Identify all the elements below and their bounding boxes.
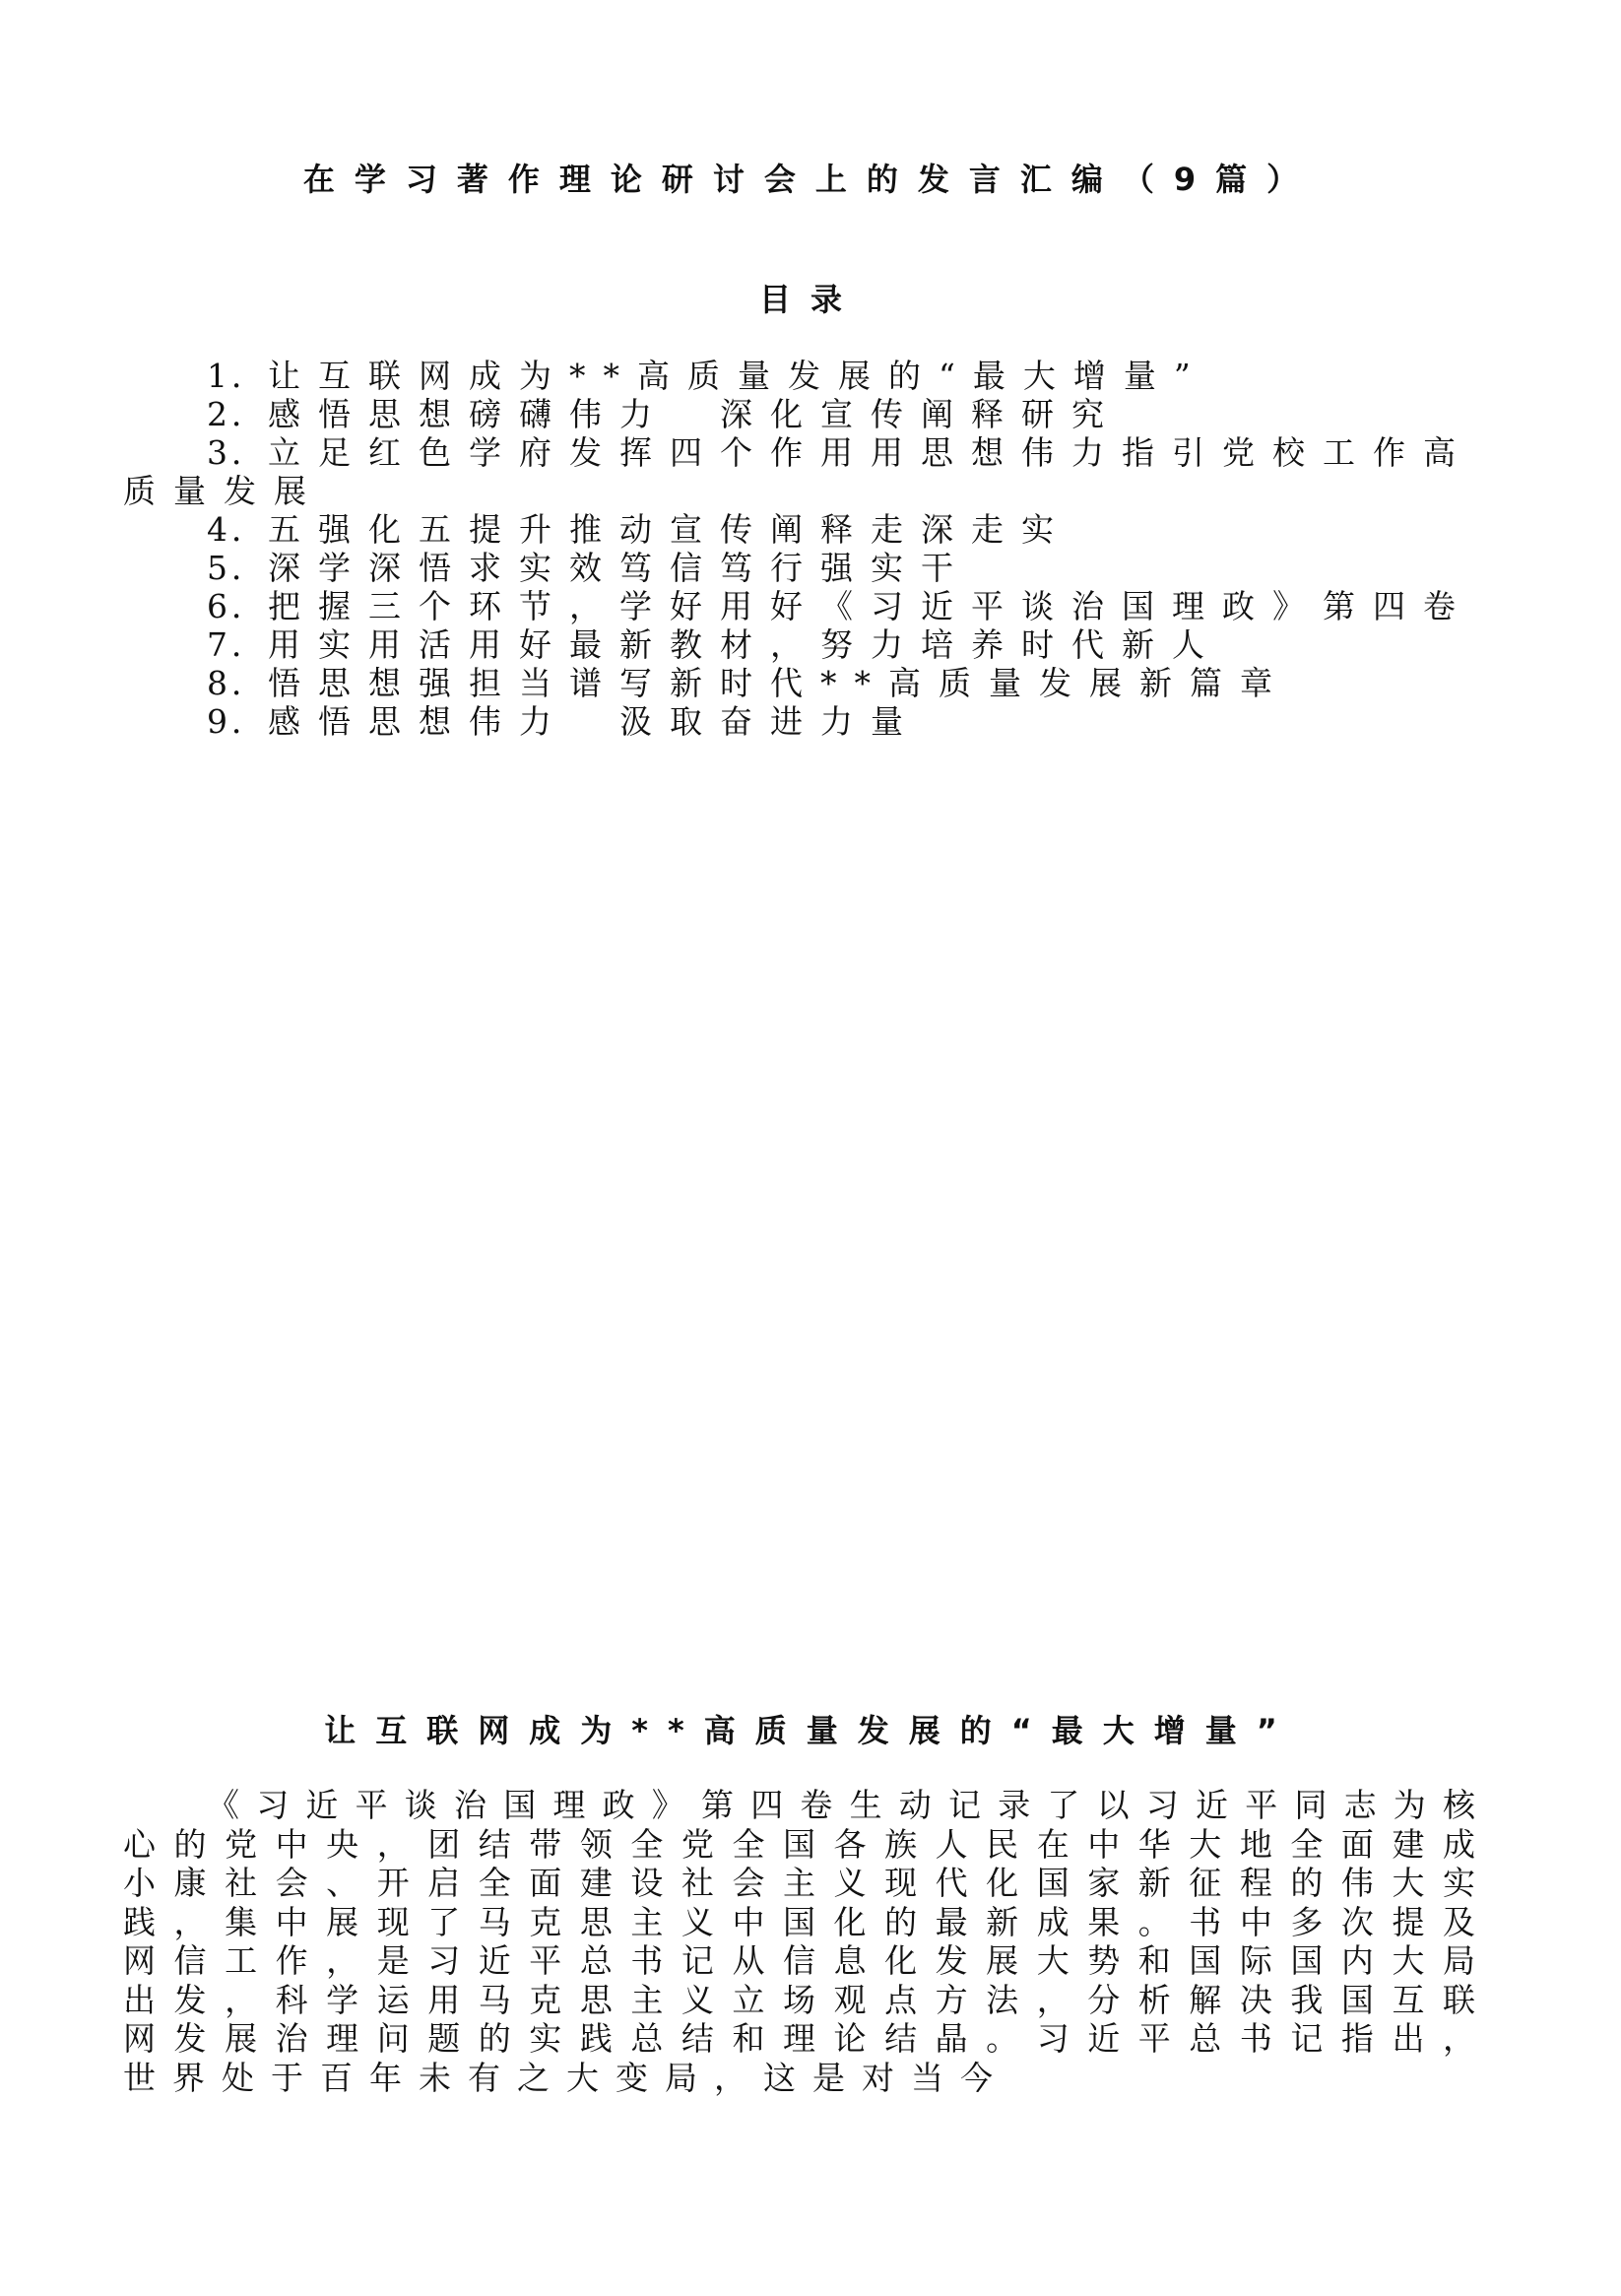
toc-item-text: 感悟思想伟力 汲取奋进力量 [268, 702, 921, 741]
table-of-contents [123, 357, 1492, 741]
toc-item-text: 悟思想强担当谱写新时代**高质量发展新篇章 [268, 664, 1290, 702]
toc-item-number: 7． [207, 625, 268, 664]
toc-item [123, 395, 1492, 433]
section-body-paragraph: 《习近平谈治国理政》第四卷生动记录了以习近平同志为核心的党中央，团结带领全党全国各族人民在中华大地全面建成小康社会、开启全面建设社会主义现代化国家新征程的伟大实践，集中展现了马克思主义中国化的最新成果。书中多次提及网信工作，是习近平总书记从信息化发展大势和国际国内大局出发，科学运用马克思主义立场观点方法，分析解决我国互联网发展治理问题的实践总结和理论结晶。习近平总书记指出，世界处于百年未有之大变局，这是对当今 [123, 1786, 1492, 2097]
toc-item-text: 把握三个环节，学好用好《习近平谈治国理政》第四卷 [268, 587, 1473, 625]
document-title: 在学习著作理论研讨会上的发言汇编（9篇） [302, 161, 1319, 198]
toc-item-text: 五强化五提升推动宣传阐释走深走实 [268, 510, 1071, 549]
toc-item [123, 664, 1492, 702]
toc-item-text: 深学深悟求实效笃信笃行强实干 [268, 549, 971, 587]
toc-item-text: 立足红色学府发挥四个作用用思想伟力指引党校工作高质量发展 [123, 433, 1473, 510]
toc-item-number: 3． [207, 433, 268, 472]
toc-item [123, 702, 1492, 741]
toc-item [123, 625, 1492, 664]
toc-heading: 目录 [758, 281, 862, 318]
toc-item-number: 5． [207, 549, 268, 587]
toc-item-text: 感悟思想磅礴伟力 深化宣传阐释研究 [268, 395, 1122, 433]
toc-item-number: 1． [207, 357, 268, 395]
toc-item-number: 8． [207, 664, 268, 702]
toc-item-number: 9． [207, 702, 268, 741]
toc-item [123, 510, 1492, 549]
toc-item [123, 587, 1492, 625]
toc-item [123, 433, 1492, 510]
toc-item-number: 2． [207, 395, 268, 433]
section-title: 让互联网成为**高质量发展的“最大增量” [324, 1712, 1297, 1749]
toc-item [123, 357, 1492, 395]
toc-item [123, 549, 1492, 587]
toc-item-number: 4． [207, 510, 268, 549]
toc-item-text: 让互联网成为**高质量发展的“最大增量” [268, 357, 1208, 395]
toc-item-text: 用实用活用好最新教材，努力培养时代新人 [268, 625, 1222, 664]
toc-item-number: 6． [207, 587, 268, 625]
